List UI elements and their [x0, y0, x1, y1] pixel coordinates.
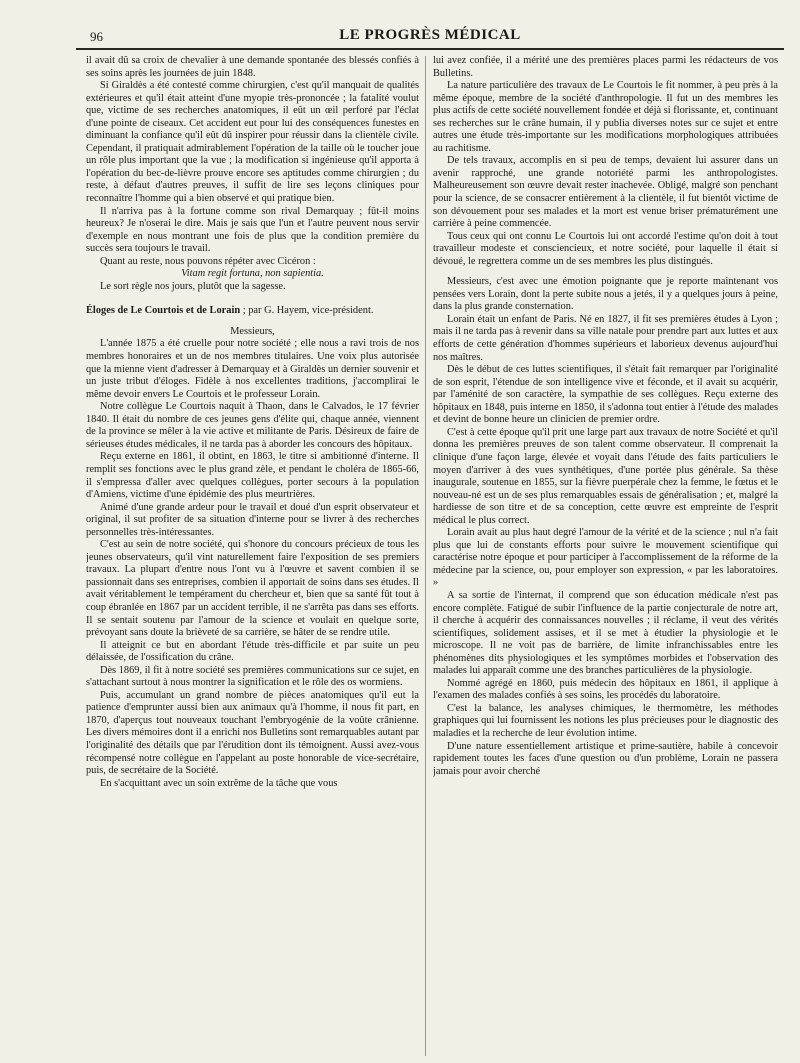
paragraph: Quant au reste, nous pouvons répéter avec Cicéron : — [100, 255, 316, 267]
paragraph: Notre collègue Le Courtois naquit à Thaon, dans le Calvados, le 17 février 1840. Il était du nombre de ces jeunes gens d'élite qui, chaque année, viennent de la province se mêler à la vie active et militante de Paris. Désireux de faire de sérieuses études médicales, il ne tarda pas à aborder les concours des hôpitaux. — [86, 401, 419, 450]
paragraph: Lorain était un enfant de Paris. Né en 1827, il fit ses premières études à Lyon ; mais il ne tarda pas à revenir dans sa ville natale pour prendre part aux luttes et aux efforts de cette génération d'hommes supérieurs et laborieux devenus aujourd'hui nos maîtres. — [433, 313, 778, 363]
paragraph: Dès le début de ces luttes scientifiques, il s'était fait remarquer par l'originalité de son esprit, l'étendue de son intelligence vive et féconde, et il avait su acquérir, par l'aménité de son caractère, la sympathie de ses collègues. Reçu externe des hôpitaux en 1848, puis interne en 1850, il s'adonna tout entier à l'étude des malades et devint de bonne heure un clinicien de premier ordre. — [433, 364, 778, 426]
paragraph: De tels travaux, accomplis en si peu de temps, devaient lui assurer dans un avenir rapproché, une grande notoriété parmi les anthropologistes. Malheureusement son œuvre devait rester inachevée. Obligé, malgré son penchant pour la science, de se consacrer entièrement à la clientèle, il fut bientôt victime de son dévouement pour ses malades et la mort est venue briser prématurément une carrière à peine commencée. — [433, 155, 778, 230]
paragraph: Il n'arriva pas à la fortune comme son rival Demarquay ; fût-il moins heureux? Je n'oserai le dire. Mais je sais que l'un et l'autre peuvent nous servir d'exemple en nous montrant une fois de plus que la condition première du succès sera toujours le travail. — [86, 205, 419, 255]
paragraph: Dès 1869, il fit à notre société ses premières communications sur ce sujet, en s'attachant surtout à nous montrer la signification et le rôle des os wormiens. — [86, 664, 419, 689]
left-column — [86, 55, 419, 1055]
paragraph: Le sort règle nos jours, plutôt que la sagesse. — [100, 280, 286, 292]
paragraph: Tous ceux qui ont connu Le Courtois lui ont accordé l'estime qu'on doit à tout travailleur modeste et consciencieux, et notre société, pour laquelle il était si dévoué, le regrettera comme un de ses membres les plus distingués. — [433, 230, 778, 267]
paragraph: il avait dû sa croix de chevalier à une demande spontanée des blessés confiés à ses soins après les journées de juin 1848. — [86, 55, 419, 79]
paragraph: Reçu externe en 1861, il obtint, en 1863, le titre si ambitionné d'interne. Il remplit ses fonctions avec le plus grand zèle, et pendant le choléra de 1865-66, il s'empressa d'aller avec quelques collègues, porter secours à la population d'Amiens, victime d'une épidémie des plus meurtrières. — [86, 451, 419, 501]
section-title-main: Éloges de Le Courtois et de Lorain — [86, 305, 241, 317]
paragraph: A sa sortie de l'internat, il comprend que son éducation médicale n'est pas encore complète. Fatigué de subir l'influence de la partie conjecturale de notre art, il cherche à acquérir des connaissances nouvelles ; il réclame, il veut des vérités scientifiques, solidement assises, et il se met à étudier la physiologie et le microscope. Il ne voit pas de barrière, de limite infranchissables entre les phénomènes dits physiologiques et les symptômes morbides et l'observation des malades lui apparaît comme une des branches particulières de la physiologie. — [433, 589, 778, 677]
paragraph: C'est la balance, les analyses chimiques, le thermomètre, les méthodes graphiques qui lui fournissent les notions les plus précieuses pour le diagnostic des maladies et la recherche de leur évolution intime. — [433, 702, 778, 739]
paragraph: lui avez confiée, il a mérité une des premières places parmi les rédacteurs de vos Bulletins. — [433, 55, 778, 79]
column-divider — [425, 56, 426, 1056]
paragraph: Animé d'une grande ardeur pour le travail et doué d'un esprit observateur et original, il sut profiter de sa situation d'interne pour se livrer à des recherches personnelles très-intéressantes. — [86, 501, 419, 538]
section-title — [86, 305, 419, 318]
paragraph: Il atteignit ce but en abordant l'étude très-difficile et par suite un peu délaissée, de l'ossification du crâne. — [86, 639, 419, 664]
paragraph: C'est au sein de notre société, qui s'honore du concours précieux de tous les jeunes observateurs, qu'il vint naturellement faire l'exposition de ses premiers travaux. La plupart d'entre nous l'ont vu à l'œuvre et savent combien il se passionnait dans ses entreprises, combien il apportait de soins dans ses études. Il avait véritablement le tempérament du chercheur et, bien que sa santé fût tout à coup ébranlée en 1867 par un accident terrible, il ne s'arrêta pas dans ses efforts. Il se sentait soutenu par l'amour de la science et voulait en quelque sorte, prévoyant sans doute la brièveté de sa carrière, se hâter de se rendre utile. — [86, 539, 419, 639]
page-number: 96 — [90, 29, 103, 44]
paragraph: C'est à cette époque qu'il prit une large part aux travaux de notre Société et qu'il donna les premières preuves de son talent comme observateur. Il comprenait la clinique d'une façon large, élevée et voyait dans l'étude des faits particuliers le moyen d'arriver à des vues synthétiques, d'une portée plus générale. Sa thèse inaugurale, soutenue en 1855, sur la fièvre puerpérale chez la femme, le fœtus et le nouveau-né est un de ses plus remarquables essais de généralisation ; et, malgré la hardiesse de son titre et de sa conception, cette œuvre est empreinte de l'esprit médical le plus correct. — [433, 426, 778, 526]
paragraph: Nommé agrégé en 1860, puis médecin des hôpitaux en 1861, il applique à l'examen des malades confiés à ses soins, les procédés du laboratoire. — [433, 677, 778, 702]
page-header — [76, 26, 784, 50]
paragraph: Puis, accumulant un grand nombre de pièces anatomiques qu'il eut la patience d'emprunter aussi bien aux animaux qu'à l'homme, il nous fit part, en 1870, d'aperçus tout nouveaux touchant l'embryogénie de la voûte crânienne. Les divers mémoires dont il a enrichi nos Bulletins sont remarquables autant par l'originalité des détails que par l'érudition dont ils témoignent. Aussi avez-vous récompensé notre collègue en l'appelant au poste honorable de vice-secrétaire, puis, de secrétaire de la Société. — [86, 689, 419, 777]
paragraph: La nature particulière des travaux de Le Courtois le fit nommer, à peu près à la même époque, membre de la société d'anthropologie. Il fut un des membres les plus actifs de cette société nouvellement fondée et déjà si florissante, et, continuant ses recherches sur le crâne humain, il y publia diverses notes sur ce sujet et entre autres une étude très-importante sur les modifications morphologiques attribuées au rachitisme. — [433, 80, 778, 154]
section-title-author: ; par G. Hayem, vice-président. — [240, 305, 374, 317]
paragraph: L'année 1875 a été cruelle pour notre société ; elle nous a ravi trois de nos membres honoraires et un de nos membres titulaires. Une voix plus autorisée que la mienne vient d'adresser à Demarquay et à Giraldès un dernier souvenir et un juste tribut d'éloges. Fidèle à nos excellentes traditions, j'accomplirai le même devoir envers Le Courtois et le professeur Lorain. — [86, 338, 419, 400]
right-column — [433, 55, 778, 1055]
section-gap — [433, 268, 778, 276]
paragraph: Lorain avait au plus haut degré l'amour de la vérité et de la science ; nul n'a fait plus que lui de constants efforts pour suivre le mouvement scientifique qui caractérise notre époque et pour participer à l'accomplissement de la réforme de la médecine par la science, ou, pour employer son expression, « par les laboratoires. » — [433, 527, 778, 589]
salutation: Messieurs, — [230, 325, 275, 337]
running-title: LE PROGRÈS MÉDICAL — [339, 27, 521, 43]
paragraph: Messieurs, c'est avec une émotion poignante que je reporte maintenant vos pensées vers Lorain, dont la perte subite nous a jetés, il y a quelques jours à peine, dans la plus grande consternation. — [433, 276, 778, 313]
paragraph: En s'acquittant avec un soin extrême de la tâche que vous — [100, 777, 338, 789]
paragraph: D'une nature essentiellement artistique et prime-sautière, habile à concevoir rapidement toutes les faces d'une question ou d'un problème, Lorain ne passera jamais pour avoir cherché — [433, 740, 778, 777]
paragraph: Si Giraldès a été contesté comme chirurgien, c'est qu'il manquait de qualités extérieures et qu'il était atteint d'une myopie très-prononcée ; la fatalité voulut que, victime de ses recherches anatomiques, il eût un œil perforé par l'éclat d'une pointe de ciseaux. Cet accident eut pour lui des conséquences funestes en diminuant la confiance qu'il eût dû inspirer pour réussir dans la clientèle civile. Cependant, il pratiquait admirablement l'opération de la taille où le toucher joue un rôle plus important que la vue ; la modification si ingénieuse qu'il apporta à l'opération du bec-de-lièvre prouve encore ses aptitudes comme chirurgien ; du reste, à défaut d'autres preuves, il suffit de lire ses leçons cliniques pour reconnaître l'homme qui a bien observé et qui pratique bien. — [86, 80, 419, 205]
latin-quote: Vitam regit fortuna, non sapientia. — [181, 268, 324, 280]
